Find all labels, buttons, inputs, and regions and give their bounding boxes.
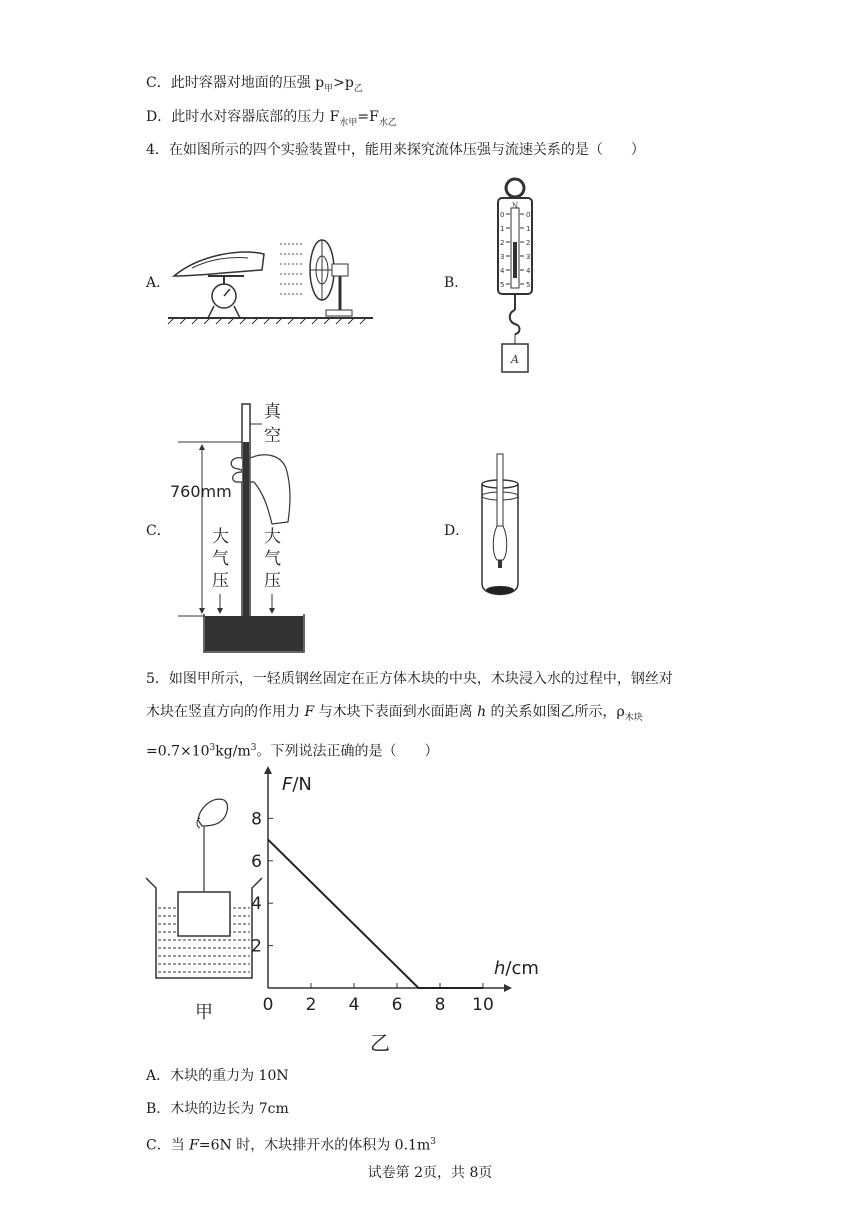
figure-yi-chart bbox=[251, 760, 556, 1056]
svg-text:3: 3 bbox=[526, 253, 531, 261]
q5-option-c: C．当 F=6N 时，木块排开水的体积为 $0.1m^3$ bbox=[146, 1137, 436, 1154]
svg-text:真: 真 bbox=[264, 402, 281, 422]
q4-option-d-label: D． bbox=[444, 523, 470, 539]
y-tick-label: 4 bbox=[251, 894, 262, 915]
x-tick-label: 2 bbox=[305, 995, 317, 1015]
y-tick-label: 2 bbox=[251, 936, 262, 957]
page-footer: 试卷第 2页，共 8页 bbox=[367, 1165, 493, 1181]
svg-text:1: 1 bbox=[526, 225, 531, 233]
q3-option-c: C．此时容器对地面的压强 $p_甲>p_乙$ bbox=[146, 75, 363, 94]
q5-stem-line2: 木块在竖直方向的作用力 F 与木块下表面到水面距离 h 的关系如图乙所示，$\rho_{木块}$ bbox=[146, 704, 643, 723]
q5-stem-line1: 5．如图甲所示，一轻质钢丝固定在正方体木块的中央，木块浸入水的过程中，钢丝对 bbox=[146, 671, 673, 687]
q5-option-a: A．木块的重力为 10N bbox=[146, 1068, 289, 1084]
svg-text:气: 气 bbox=[264, 549, 281, 569]
q4-stem: 4．在如图所示的四个实验装置中，能用来探究流体压强与流速关系的是（ ） bbox=[146, 142, 645, 158]
svg-text:气: 气 bbox=[212, 549, 229, 569]
svg-text:4: 4 bbox=[500, 267, 505, 275]
svg-text:大: 大 bbox=[212, 527, 229, 547]
height-label: 760mm bbox=[170, 482, 232, 501]
x-tick-label: 8 bbox=[434, 995, 446, 1015]
q4-option-c-label: C． bbox=[146, 523, 171, 539]
x-tick-label: 4 bbox=[348, 995, 360, 1015]
y-axis-label: F/N bbox=[282, 774, 312, 795]
q4-option-a-label: A． bbox=[146, 275, 171, 291]
q5-stem-line3: $=0.7\times 10^3kg/m^3$。下列说法正确的是（ ） bbox=[146, 743, 439, 760]
svg-text:大: 大 bbox=[264, 527, 281, 547]
block-a-label: A bbox=[511, 353, 519, 366]
svg-text:1: 1 bbox=[500, 225, 505, 233]
y-axis-arrow bbox=[264, 766, 272, 774]
svg-text:压: 压 bbox=[264, 571, 281, 591]
y-tick-label: 6 bbox=[251, 851, 262, 872]
svg-text:2: 2 bbox=[500, 239, 505, 247]
figure-torricelli bbox=[168, 398, 318, 658]
y-tick-label: 8 bbox=[251, 809, 262, 830]
x-axis-arrow bbox=[504, 984, 512, 992]
svg-text:5: 5 bbox=[500, 281, 505, 289]
x-tick-label: 0 bbox=[262, 995, 274, 1015]
figure-densimeter bbox=[470, 452, 530, 604]
svg-text:2: 2 bbox=[526, 239, 531, 247]
q5-option-b: B．木块的边长为 7cm bbox=[146, 1101, 289, 1117]
x-axis-label: h/cm bbox=[494, 958, 539, 979]
svg-text:4: 4 bbox=[526, 267, 531, 275]
svg-text:0: 0 bbox=[500, 211, 505, 219]
series-line bbox=[268, 840, 483, 988]
figure-spring-scale bbox=[490, 178, 540, 378]
scale-unit: N bbox=[511, 202, 519, 210]
svg-text:3: 3 bbox=[500, 253, 505, 261]
fig-yi-label: 乙 bbox=[370, 1031, 390, 1055]
q3-option-d: D．此时水对容器底部的压力 $F_{水甲}=F_{水乙}$ bbox=[146, 109, 397, 128]
fig-jia-label: 甲 bbox=[195, 1002, 213, 1023]
svg-text:5: 5 bbox=[526, 281, 531, 289]
svg-text:压: 压 bbox=[212, 571, 229, 591]
q4-option-b-label: B． bbox=[444, 275, 469, 291]
figure-wing-fan bbox=[168, 232, 378, 324]
x-tick-label: 6 bbox=[391, 995, 403, 1015]
svg-text:空: 空 bbox=[264, 426, 281, 446]
svg-text:0: 0 bbox=[526, 211, 531, 219]
x-tick-label: 10 bbox=[472, 995, 494, 1015]
